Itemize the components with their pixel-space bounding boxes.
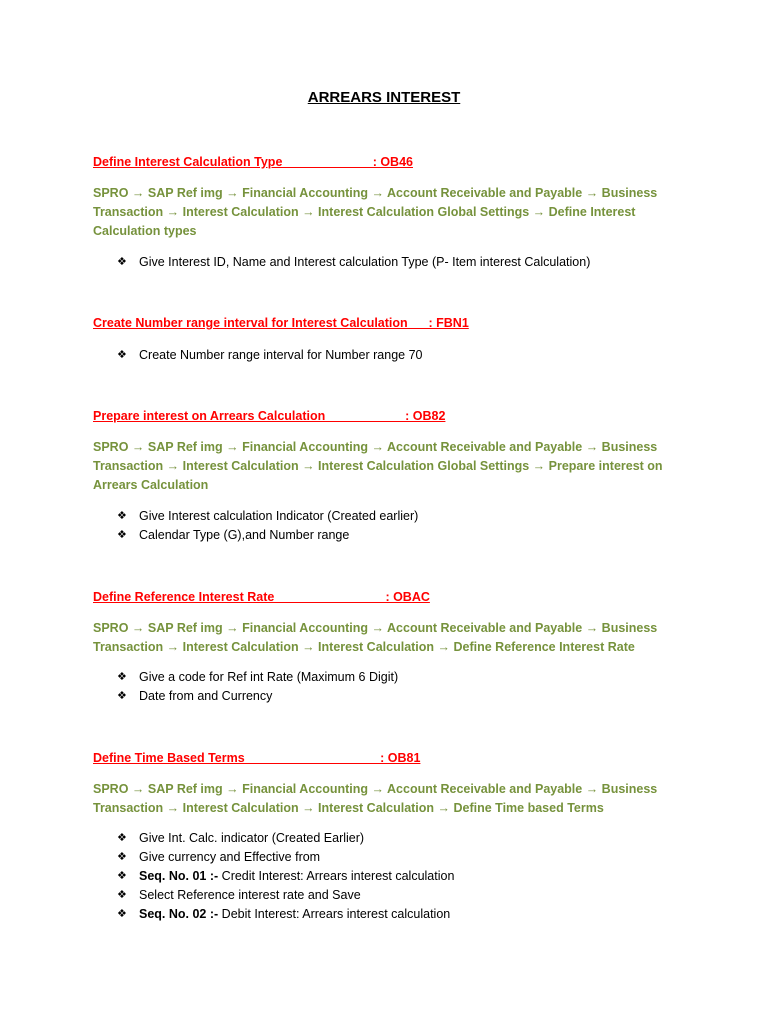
path-line: SPRO → SAP Ref img → Financial Accounting → Account Receivable and Payable → Business bbox=[93, 621, 658, 635]
path-line: Arrears Calculation bbox=[93, 478, 209, 492]
path-line: SPRO → SAP Ref img → Financial Accounting → Account Receivable and Payable → Business bbox=[93, 782, 658, 796]
diamond-bullet-icon: ❖ bbox=[117, 832, 127, 844]
diamond-bullet-icon: ❖ bbox=[117, 349, 127, 361]
section-heading-ob81: Define Time Based Terms : OB81 bbox=[93, 751, 421, 765]
diamond-bullet-icon: ❖ bbox=[117, 889, 127, 901]
diamond-bullet-icon: ❖ bbox=[117, 529, 127, 541]
diamond-bullet-icon: ❖ bbox=[117, 851, 127, 863]
diamond-bullet-icon: ❖ bbox=[117, 870, 127, 882]
section-heading-ob82: Prepare interest on Arrears Calculation : OB82 bbox=[93, 409, 446, 423]
section-heading-fbn1: Create Number range interval for Interest Calculation : FBN1 bbox=[93, 316, 469, 330]
document-page: ARREARS INTEREST Define Interest Calculation Type : OB46 SPRO → SAP Ref img → Financial Accounting → Account Receivable and Payable → Business Transaction → Interest Calculation → Interest Calculation Global Settings → Define Interest Calculation types ❖ Give Interest ID, Name and Interest calculation Type (P- Item interest Calculation) Create Number range interval for Interest Calculation : FBN1 ❖ Create Number range interval for Number range 70 Prepare interest on Arrears Calculation : OB82 SPRO → SAP Ref img → Financial Accounting → Account Receivable and Payable → Business Transaction → Interest Calculation → Interest Calculation Global Settings → Prepare interest on Arrears Calculation ❖ Give Interest calculation Indicator (Created earlier) ❖ Calendar Type (G),and Number range Define Reference Interest Rate : OBAC SPRO → SAP Ref img → Financial Accounting → Account Receivable and Payable → Business Transaction → Interest Calculation → Interest Calculation → Define Reference Interest Rate ❖ Give a code for Ref int Rate (Maximum 6 Digit) ❖ Date from and Currency Define Time Based Terms : OB81 SPRO → SAP Ref img → Financial Accounting → Account Receivable and Payable → Business Transaction → Interest Calculation → Interest Calculation → Define Time based Terms ❖ Give Int. Calc. indicator (Created Earlier) ❖ Give currency and Effective from ❖ Seq. No. 01 :- Credit Interest: Arrears interest calculation ❖ Select Reference interest rate and Save ❖ Seq. No. 02 :- Debit Interest: Arrears interest calculation bbox=[0, 0, 768, 1024]
section-heading-ob46: Define Interest Calculation Type : OB46 bbox=[93, 155, 413, 169]
diamond-bullet-icon: ❖ bbox=[117, 510, 127, 522]
diamond-bullet-icon: ❖ bbox=[117, 690, 127, 702]
path-line: Transaction → Interest Calculation → Interest Calculation Global Settings → Define Interest bbox=[93, 205, 636, 219]
section-path-ob82 bbox=[93, 438, 673, 495]
section-path-ob81 bbox=[93, 780, 673, 818]
path-line: Transaction → Interest Calculation → Interest Calculation → Define Reference Interest Rate bbox=[93, 640, 635, 654]
path-line: Transaction → Interest Calculation → Interest Calculation Global Settings → Prepare interest on bbox=[93, 459, 663, 473]
path-line: Transaction → Interest Calculation → Interest Calculation → Define Time based Terms bbox=[93, 801, 604, 815]
diamond-bullet-icon: ❖ bbox=[117, 256, 127, 268]
section-heading-obac: Define Reference Interest Rate : OBAC bbox=[93, 590, 430, 604]
section-path-ob46 bbox=[93, 184, 673, 241]
path-line: SPRO → SAP Ref img → Financial Accounting → Account Receivable and Payable → Business bbox=[93, 440, 658, 454]
path-line: Calculation types bbox=[93, 224, 197, 238]
path-line: SPRO → SAP Ref img → Financial Accounting → Account Receivable and Payable → Business bbox=[93, 186, 658, 200]
diamond-bullet-icon: ❖ bbox=[117, 908, 127, 920]
section-path-obac bbox=[93, 619, 673, 657]
diamond-bullet-icon: ❖ bbox=[117, 671, 127, 683]
page-title: ARREARS INTEREST bbox=[307, 89, 461, 106]
